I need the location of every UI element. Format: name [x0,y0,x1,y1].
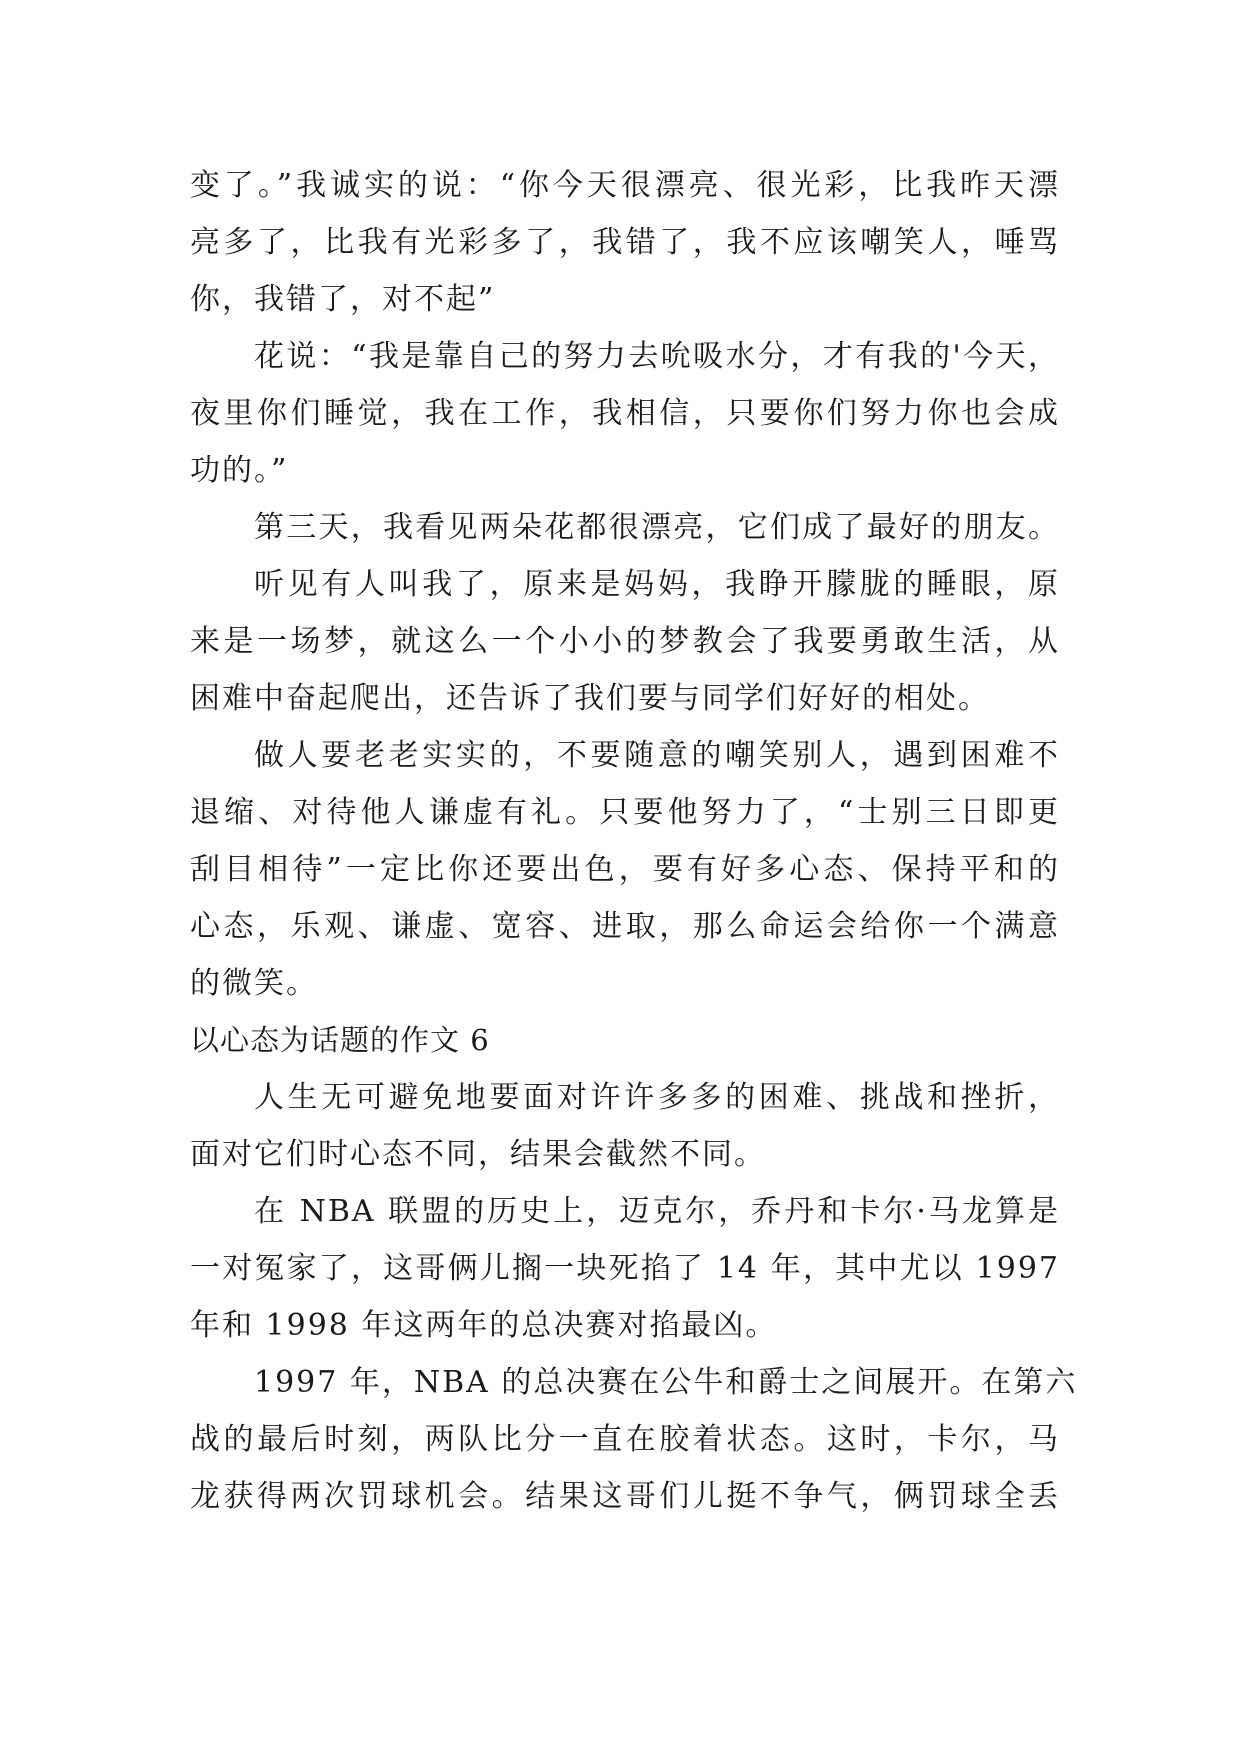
text-line: 面对它们时心态不同，结果会截然不同。 [190,1137,766,1172]
text-line: 的微笑。 [190,966,318,1001]
text-line: 困难中奋起爬出，还告诉了我们要与同学们好好的相处。 [190,681,990,716]
text-line: 心态，乐观、谦虚、宽容、进取，那么命运会给你一个满意 [190,909,1060,944]
text-line: 来是一场梦，就这么一个小小的梦教会了我要勇敢生活，从 [190,624,1060,659]
text-line: 你，我错了，对不起” [190,282,496,317]
text-line: 花说：“我是靠自己的努力去吮吸水分，才有我的'今天， [254,339,1060,374]
text-line: 1997 年，NBA 的总决赛在公牛和爵士之间展开。在第六 [254,1365,1078,1400]
text-line: 夜里你们睡觉，我在工作，我相信，只要你们努力你也会成 [190,396,1060,431]
text-line: 人生无可避免地要面对许许多多的困难、挑战和挫折， [254,1080,1060,1115]
text-line: 变了。”我诚实的说：“你今天很漂亮、很光彩，比我昨天漂 [190,168,1060,203]
text-line: 刮目相待”一定比你还要出色，要有好多心态、保持平和的 [190,852,1060,887]
section-heading: 以心态为话题的作文 6 [190,1023,490,1057]
document-body [190,157,1078,1525]
text-line: 战的最后时刻，两队比分一直在胶着状态。这时，卡尔，马 [190,1422,1060,1457]
text-line: 第三天，我看见两朵花都很漂亮，它们成了最好的朋友。 [254,510,1060,545]
text-line: 一对冤家了，这哥俩儿搁一块死掐了 14 年，其中尤以 1997 [190,1251,1060,1286]
text-line: 退缩、对待他人谦虚有礼。只要他努力了，“士别三日即更 [190,795,1060,830]
text-line: 亮多了，比我有光彩多了，我错了，我不应该嘲笑人，唾骂 [190,225,1060,260]
text-line: 龙获得两次罚球机会。结果这哥们儿挺不争气，俩罚球全丢 [190,1479,1060,1514]
text-line: 在 NBA 联盟的历史上，迈克尔，乔丹和卡尔·马龙算是 [254,1194,1060,1229]
text-line: 年和 1998 年这两年的总决赛对掐最凶。 [190,1308,778,1343]
text-line: 听见有人叫我了，原来是妈妈，我睁开朦胧的睡眼，原 [254,567,1060,602]
text-line: 做人要老老实实的，不要随意的嘲笑别人，遇到困难不 [254,738,1060,773]
text-line: 功的。” [190,453,289,488]
